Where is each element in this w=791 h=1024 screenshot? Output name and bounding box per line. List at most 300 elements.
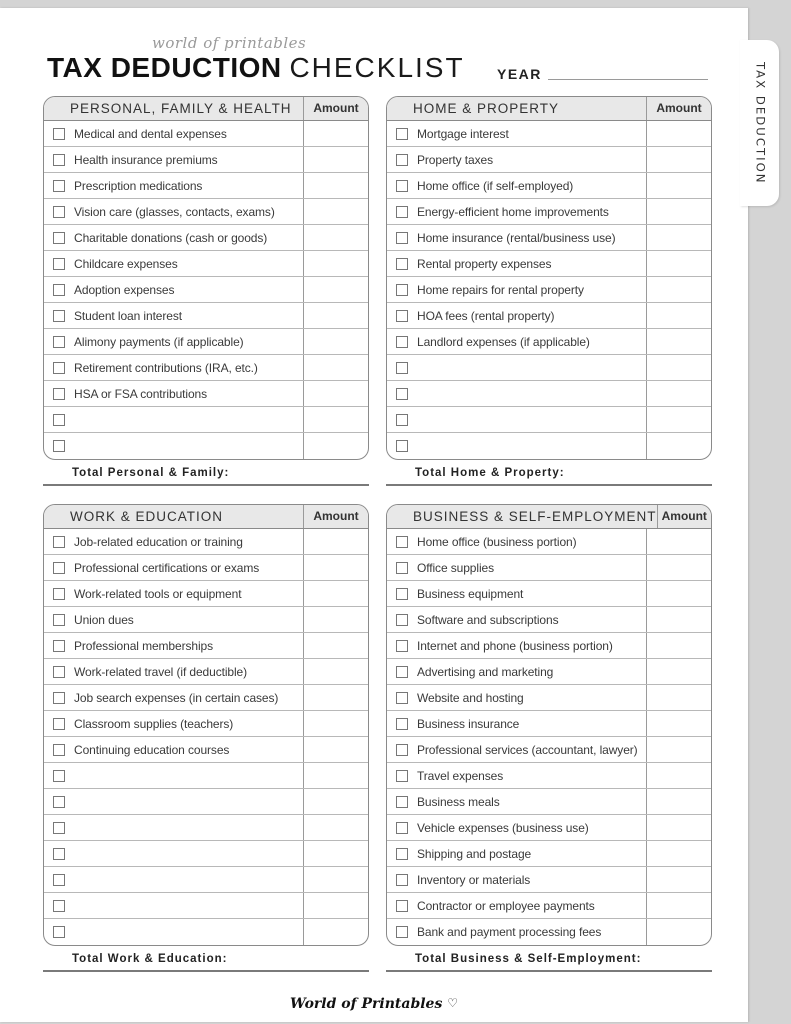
year-label: YEAR [497,66,542,82]
row-item-cell [387,303,647,328]
checklist-row-blank [387,433,711,459]
amount-cell[interactable] [647,251,711,276]
checklist-row [387,893,711,919]
amount-cell[interactable] [647,355,711,380]
checklist-row-blank [44,867,368,893]
checkbox[interactable] [396,692,408,704]
checkbox[interactable] [53,336,65,348]
section-table [43,96,369,460]
checklist-row [387,633,711,659]
checkbox[interactable] [53,154,65,166]
amount-cell[interactable] [304,277,368,302]
item-label: Business insurance [417,716,520,731]
amount-cell[interactable] [304,815,368,840]
checkbox[interactable] [396,588,408,600]
row-item-cell [44,173,304,198]
checklist-row-blank [44,763,368,789]
amount-cell[interactable] [647,685,711,710]
item-label: Professional memberships [74,638,213,653]
checkbox[interactable] [396,848,408,860]
row-item-cell [387,433,647,459]
checklist-row [44,355,368,381]
amount-cell[interactable] [304,737,368,762]
row-item-cell [44,251,304,276]
checklist-row [44,607,368,633]
checkbox[interactable] [53,414,65,426]
amount-column-header: Amount [661,509,707,523]
item-label: Internet and phone (business portion) [417,638,613,653]
section-total-line[interactable] [43,484,369,486]
checkbox[interactable] [53,874,65,886]
page-title [47,52,465,84]
section-business-self-employment [386,504,712,972]
amount-cell[interactable] [304,893,368,918]
amount-cell[interactable] [647,581,711,606]
amount-cell[interactable] [647,329,711,354]
item-label: Work-related tools or equipment [74,586,242,601]
checklist-row [387,199,711,225]
row-item-cell [44,355,304,380]
checkbox[interactable] [53,822,65,834]
checklist-row [44,737,368,763]
checkbox[interactable] [53,796,65,808]
row-item-cell [387,685,647,710]
side-tab[interactable] [740,40,779,206]
item-label: Bank and payment processing fees [417,925,602,939]
checklist-row [44,581,368,607]
amount-cell[interactable] [647,919,711,945]
amount-cell[interactable] [647,711,711,736]
row-item-cell [44,919,304,945]
section-rows [387,121,711,459]
amount-column-header: Amount [313,509,359,523]
amount-cell[interactable] [647,867,711,892]
section-total-label: Total Business & Self-Employment: [415,953,642,965]
amount-cell[interactable] [647,893,711,918]
item-label: Vehicle expenses (business use) [417,820,589,835]
checklist-row [387,815,711,841]
checklist-row [387,867,711,893]
amount-cell[interactable] [647,433,711,459]
item-label: Energy-efficient home improvements [417,204,609,219]
checkbox[interactable] [396,614,408,626]
amount-column-header: Amount [656,101,702,115]
checkbox[interactable] [396,770,408,782]
amount-cell[interactable] [304,841,368,866]
row-item-cell [387,173,647,198]
item-label: Professional certifications or exams [74,560,260,575]
row-item-cell [44,529,304,554]
checkbox[interactable] [396,206,408,218]
item-label: Union dues [74,612,134,627]
row-item-cell [387,199,647,224]
row-item-cell [44,685,304,710]
checkbox[interactable] [396,796,408,808]
section-header [387,505,711,529]
checkbox[interactable] [53,640,65,652]
checklist-row [387,841,711,867]
checkbox[interactable] [396,822,408,834]
checklist-row [44,277,368,303]
row-item-cell [44,407,304,432]
row-item-cell [387,737,647,762]
row-item-cell [44,737,304,762]
checkbox[interactable] [396,154,408,166]
section-title: WORK & EDUCATION [44,505,304,528]
amount-cell[interactable] [304,121,368,146]
row-item-cell [44,581,304,606]
checklist-row [387,607,711,633]
row-item-cell [44,763,304,788]
checklist-row [44,147,368,173]
amount-cell[interactable] [304,711,368,736]
item-label: Home repairs for rental property [417,282,584,297]
row-item-cell [387,659,647,684]
item-label: Landlord expenses (if applicable) [417,334,590,349]
checkbox[interactable] [53,388,65,400]
amount-cell[interactable] [647,815,711,840]
item-label: Advertising and marketing [417,664,554,679]
item-label: Home insurance (rental/business use) [417,230,616,245]
checkbox[interactable] [53,900,65,912]
checklist-row [44,381,368,407]
row-item-cell [44,841,304,866]
row-item-cell [44,607,304,632]
section-header [44,97,368,121]
checklist-row-blank [44,407,368,433]
checkbox[interactable] [396,284,408,296]
footer-brand-text: World of Printables [290,996,443,1012]
checkbox[interactable] [396,744,408,756]
item-label: Adoption expenses [74,282,175,297]
section-work-education [43,504,369,972]
amount-cell[interactable] [647,407,711,432]
item-label: Inventory or materials [417,872,531,887]
checklist-row [387,581,711,607]
amount-cell[interactable] [304,303,368,328]
section-total-line[interactable] [386,484,712,486]
heart-icon: ♡ [447,996,458,1010]
section-title: PERSONAL, FAMILY & HEALTH [44,97,304,120]
row-item-cell [44,381,304,406]
checkbox[interactable] [53,926,65,938]
row-item-cell [44,433,304,459]
checkbox[interactable] [53,848,65,860]
checkbox[interactable] [53,310,65,322]
amount-cell[interactable] [647,303,711,328]
checkbox[interactable] [396,640,408,652]
checklist-row [387,147,711,173]
checklist-row [387,763,711,789]
row-item-cell [44,225,304,250]
item-label: Rental property expenses [417,256,552,271]
item-label: Vision care (glasses, contacts, exams) [74,204,275,219]
checkbox[interactable] [53,666,65,678]
amount-cell[interactable] [304,529,368,554]
row-item-cell [387,381,647,406]
row-item-cell [387,529,647,554]
amount-cell[interactable] [304,199,368,224]
checklist-row [387,737,711,763]
checklist-row [387,789,711,815]
row-item-cell [44,277,304,302]
checkbox[interactable] [396,362,408,374]
row-item-cell [44,659,304,684]
checkbox[interactable] [53,284,65,296]
amount-cell[interactable] [304,147,368,172]
item-label: Charitable donations (cash or goods) [74,230,268,245]
checkbox[interactable] [53,536,65,548]
row-item-cell [44,711,304,736]
section-rows [44,121,368,459]
item-label: Home office (business portion) [417,534,577,549]
item-label: Mortgage interest [417,126,509,141]
checkbox[interactable] [53,128,65,140]
checklist-row [44,529,368,555]
checkbox[interactable] [396,666,408,678]
checklist-row-blank [44,433,368,459]
section-header [44,505,368,529]
checklist-row [387,919,711,945]
checkbox[interactable] [396,414,408,426]
amount-cell[interactable] [647,199,711,224]
checklist-row [387,225,711,251]
checkbox[interactable] [396,440,408,452]
item-label: Business meals [417,794,500,809]
row-item-cell [387,225,647,250]
amount-cell[interactable] [647,841,711,866]
checklist-row [44,633,368,659]
amount-cell[interactable] [647,789,711,814]
row-item-cell [44,121,304,146]
checklist-row [387,685,711,711]
checklist-row [44,199,368,225]
section-rows [387,529,711,945]
amount-cell[interactable] [647,173,711,198]
row-item-cell [44,789,304,814]
row-item-cell [387,329,647,354]
row-item-cell [387,633,647,658]
amount-cell[interactable] [304,763,368,788]
item-label: Health insurance premiums [74,152,218,167]
amount-cell[interactable] [647,225,711,250]
amount-cell[interactable] [647,555,711,580]
checklist-row [387,277,711,303]
amount-cell[interactable] [647,121,711,146]
item-label: Website and hosting [417,690,524,705]
item-label: Property taxes [417,152,493,167]
checkbox[interactable] [53,744,65,756]
checkbox[interactable] [53,562,65,574]
checklist-row [387,173,711,199]
checkbox[interactable] [396,180,408,192]
checkbox[interactable] [396,310,408,322]
checklist-row [44,329,368,355]
row-item-cell [44,303,304,328]
checklist-row-blank [44,789,368,815]
row-item-cell [387,581,647,606]
amount-cell[interactable] [304,329,368,354]
checkbox[interactable] [396,926,408,938]
section-total-line[interactable] [386,970,712,972]
brand-script-logo: world of printables [152,34,307,52]
row-item-cell [44,329,304,354]
checkbox[interactable] [396,232,408,244]
title-bold: TAX DEDUCTION [47,52,282,83]
amount-cell[interactable] [647,763,711,788]
amount-cell[interactable] [304,225,368,250]
section-personal-family-health [43,96,369,486]
amount-cell[interactable] [304,251,368,276]
item-label: Job-related education or training [74,534,243,549]
checkbox[interactable] [53,770,65,782]
checkbox[interactable] [396,336,408,348]
amount-cell[interactable] [304,919,368,945]
checklist-row-blank [44,893,368,919]
section-title: HOME & PROPERTY [387,97,647,120]
checklist-row [387,251,711,277]
year-input-line[interactable] [548,79,708,80]
row-item-cell [387,607,647,632]
amount-cell[interactable] [647,147,711,172]
checklist-row-blank [44,919,368,945]
checklist-row [387,711,711,737]
item-label: HSA or FSA contributions [74,386,207,401]
amount-cell[interactable] [304,173,368,198]
checkbox[interactable] [53,718,65,730]
checkbox[interactable] [53,362,65,374]
checklist-row-blank [44,841,368,867]
checkbox[interactable] [53,206,65,218]
row-item-cell [44,633,304,658]
amount-cell[interactable] [304,607,368,632]
amount-cell[interactable] [647,737,711,762]
amount-cell[interactable] [647,659,711,684]
amount-cell[interactable] [304,581,368,606]
checklist-row [387,555,711,581]
amount-cell[interactable] [304,433,368,459]
item-label: Retirement contributions (IRA, etc.) [74,360,258,375]
section-title: BUSINESS & SELF-EMPLOYMENT [387,505,658,528]
section-table [386,504,712,946]
amount-cell[interactable] [304,633,368,658]
item-label: Home office (if self-employed) [417,178,574,193]
amount-cell[interactable] [647,633,711,658]
row-item-cell [44,867,304,892]
checkbox[interactable] [396,388,408,400]
row-item-cell [44,893,304,918]
checkbox[interactable] [396,258,408,270]
checklist-row-blank [44,815,368,841]
amount-cell[interactable] [304,659,368,684]
checklist-page [0,8,748,1022]
amount-cell[interactable] [304,407,368,432]
row-item-cell [44,199,304,224]
checkbox[interactable] [396,562,408,574]
checklist-row-blank [387,355,711,381]
checklist-row [387,329,711,355]
row-item-cell [44,815,304,840]
checkbox[interactable] [53,692,65,704]
row-item-cell [387,711,647,736]
item-label: Medical and dental expenses [74,126,227,141]
item-label: Travel expenses [417,768,504,783]
row-item-cell [387,121,647,146]
row-item-cell [387,355,647,380]
row-item-cell [44,147,304,172]
checkbox[interactable] [396,718,408,730]
checkbox[interactable] [53,180,65,192]
checkbox[interactable] [53,232,65,244]
item-label: Contractor or employee payments [417,898,595,913]
amount-cell[interactable] [304,381,368,406]
checklist-row [387,121,711,147]
checkbox[interactable] [53,258,65,270]
row-item-cell [387,147,647,172]
checkbox[interactable] [396,536,408,548]
item-label: Software and subscriptions [417,612,559,627]
item-label: Student loan interest [74,308,182,323]
side-tab-label: TAX DEDUCTION [753,61,766,185]
amount-cell[interactable] [304,355,368,380]
row-item-cell [387,763,647,788]
amount-cell[interactable] [304,789,368,814]
section-table [386,96,712,460]
checkbox[interactable] [53,588,65,600]
amount-cell[interactable] [304,685,368,710]
checklist-row [387,529,711,555]
checklist-row [44,685,368,711]
row-item-cell [387,841,647,866]
checkbox[interactable] [53,614,65,626]
section-total-label: Total Personal & Family: [72,467,230,479]
item-label: Business equipment [417,586,524,601]
amount-cell[interactable] [647,607,711,632]
amount-cell[interactable] [304,555,368,580]
row-item-cell [44,555,304,580]
amount-cell[interactable] [304,867,368,892]
row-item-cell [387,893,647,918]
item-label: Work-related travel (if deductible) [74,664,248,679]
amount-cell[interactable] [647,381,711,406]
section-table [43,504,369,946]
title-light: CHECKLIST [289,52,465,83]
checkbox[interactable] [53,440,65,452]
checklist-row [44,121,368,147]
checkbox[interactable] [396,874,408,886]
amount-cell[interactable] [647,277,711,302]
row-item-cell [387,277,647,302]
item-label: Professional services (accountant, lawyer) [417,742,638,757]
amount-cell[interactable] [647,529,711,554]
checkbox[interactable] [396,128,408,140]
section-rows [44,529,368,945]
section-total-line[interactable] [43,970,369,972]
row-item-cell [387,555,647,580]
section-home-property [386,96,712,486]
checkbox[interactable] [396,900,408,912]
checklist-row [44,251,368,277]
checklist-row-blank [387,381,711,407]
checklist-row [44,303,368,329]
row-item-cell [387,867,647,892]
section-total-label: Total Home & Property: [415,467,565,479]
row-item-cell [387,789,647,814]
checklist-row [44,173,368,199]
item-label: Job search expenses (in certain cases) [74,690,279,705]
item-label: Prescription medications [74,178,203,193]
checklist-row [44,659,368,685]
